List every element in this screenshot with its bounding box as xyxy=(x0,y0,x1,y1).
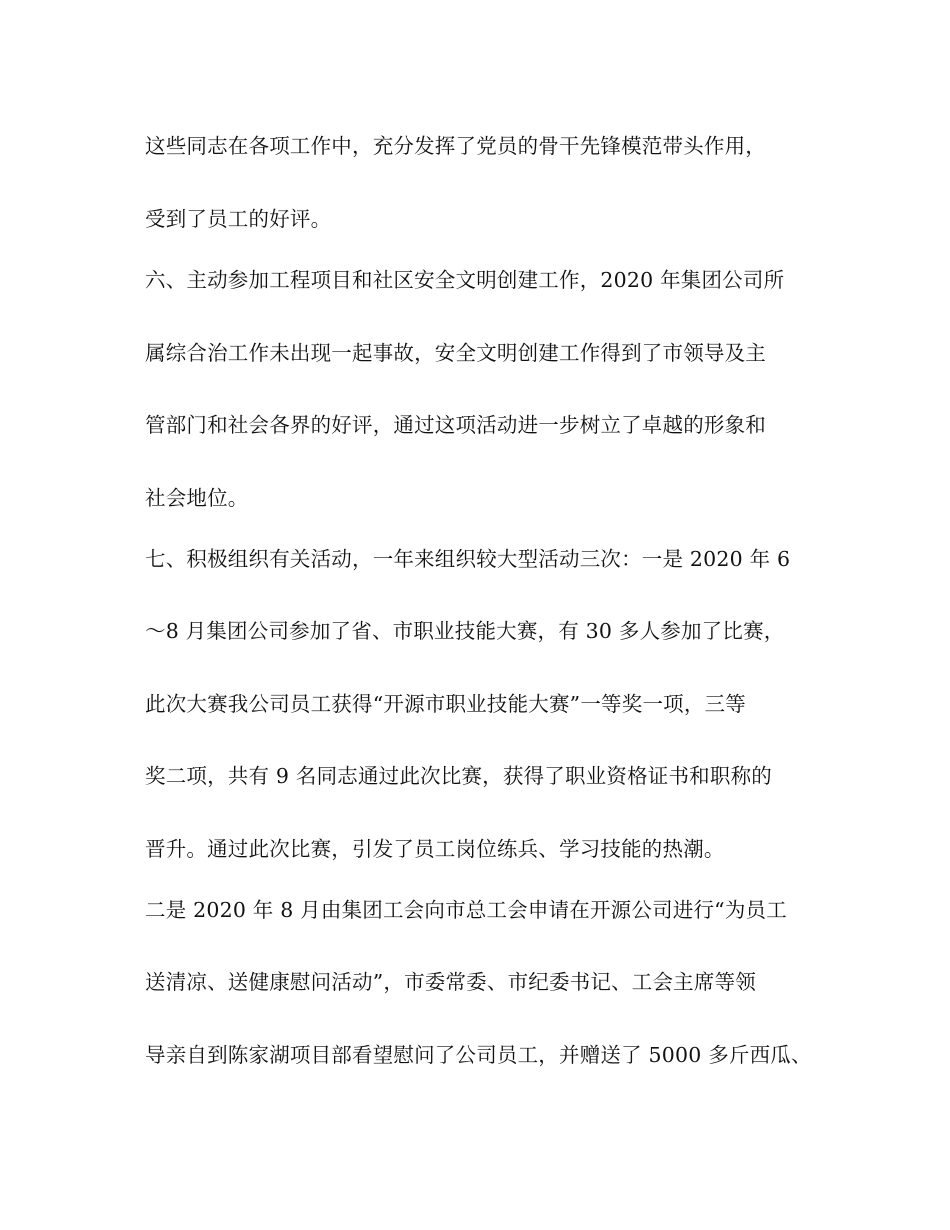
text-line-2: 受到了员工的好评。 xyxy=(145,207,332,231)
text-line-5: 管部门和社会各界的好评，通过这项活动进一步树立了卓越的形象和 xyxy=(145,413,766,437)
text-line-12: 二是 2020 年 8 月由集团工会向市总工会申请在开源公司进行“为员工 xyxy=(145,898,787,922)
text-line-4: 属综合治工作未出现一起事故，安全文明创建工作得到了市领导及主 xyxy=(145,341,766,365)
text-line-14: 导亲自到陈家湖项目部看望慰问了公司员工，并赠送了 5000 多斤西瓜、 xyxy=(145,1043,812,1067)
text-line-6: 社会地位。 xyxy=(145,486,249,510)
text-line-13: 送清凉、送健康慰问活动”，市委常委、市纪委书记、工会主席等领 xyxy=(145,970,756,994)
text-line-9: 此次大赛我公司员工获得“开源市职业技能大赛”一等奖一项，三等 xyxy=(145,692,746,716)
text-line-8: ～8 月集团公司参加了省、市职业技能大赛，有 30 多人参加了比赛， xyxy=(145,619,785,643)
text-line-1: 这些同志在各项工作中，充分发挥了党员的骨干先锋模范带头作用， xyxy=(145,134,766,158)
text-line-11: 晋升。通过此次比赛，引发了员工岗位练兵、学习技能的热潮。 xyxy=(145,837,725,861)
text-line-3: 六、主动参加工程项目和社区安全文明创建工作，2020 年集团公司所 xyxy=(145,268,785,292)
text-line-7: 七、积极组织有关活动，一年来组织较大型活动三次：一是 2020 年 6 xyxy=(145,547,791,571)
text-line-10: 奖二项，共有 9 名同志通过此次比赛，获得了职业资格证书和职称的 xyxy=(145,764,772,788)
